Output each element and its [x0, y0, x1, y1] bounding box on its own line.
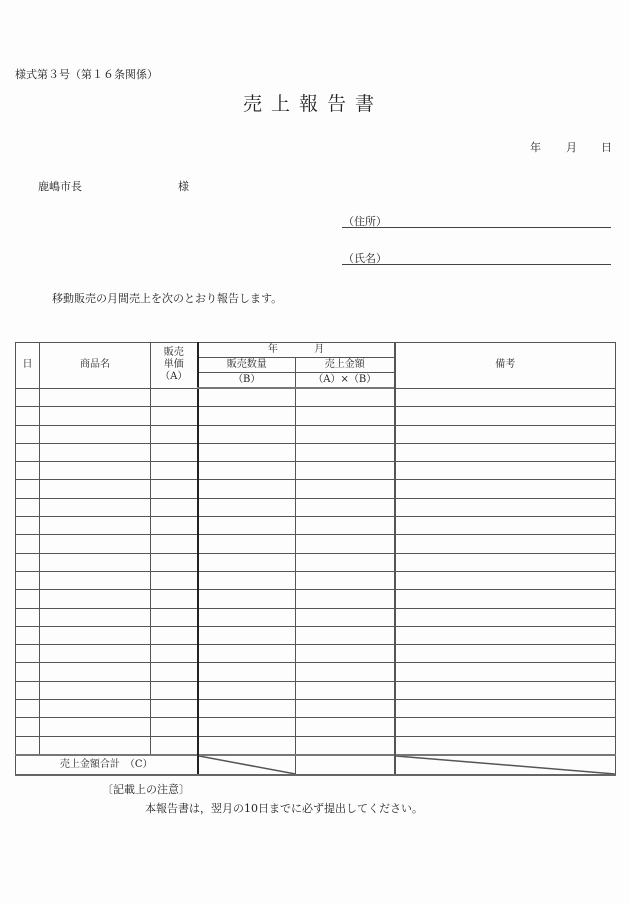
day-cell[interactable]: [16, 736, 40, 755]
table-row: [16, 517, 616, 535]
qty-cell[interactable]: [198, 663, 296, 681]
day-cell[interactable]: [16, 535, 40, 553]
amount-cell[interactable]: [296, 590, 395, 608]
unit-price-cell[interactable]: [151, 700, 198, 718]
qty-cell[interactable]: [198, 517, 296, 535]
item-cell[interactable]: [40, 681, 151, 699]
table-row: [16, 590, 616, 608]
item-cell[interactable]: [40, 590, 151, 608]
amount-cell[interactable]: [296, 407, 395, 425]
qty-cell[interactable]: [198, 681, 296, 699]
day-cell[interactable]: [16, 663, 40, 681]
unit-price-cell[interactable]: [151, 388, 198, 407]
price-line1: 販売: [163, 347, 184, 359]
table-row: [16, 718, 616, 736]
remarks-cell[interactable]: [395, 626, 616, 644]
amount-cell[interactable]: [296, 388, 395, 407]
qty-cell[interactable]: [198, 645, 296, 663]
item-cell[interactable]: [40, 443, 151, 461]
item-cell[interactable]: [40, 480, 151, 498]
unit-price-cell[interactable]: [151, 407, 198, 425]
unit-price-cell[interactable]: [151, 663, 198, 681]
amount-cell[interactable]: [296, 718, 395, 736]
amount-cell[interactable]: [296, 443, 395, 461]
table-row: [16, 663, 616, 681]
header-period: [198, 343, 395, 358]
total-row: [16, 755, 616, 775]
header-day: 日: [16, 343, 40, 389]
qty-cell[interactable]: [198, 480, 296, 498]
item-cell[interactable]: [40, 608, 151, 626]
unit-price-cell[interactable]: [151, 480, 198, 498]
remarks-cell[interactable]: [395, 517, 616, 535]
remarks-cell[interactable]: [395, 553, 616, 571]
day-cell[interactable]: [16, 425, 40, 443]
table-row: [16, 626, 616, 644]
date-year-label: 年: [530, 141, 541, 154]
table-row: [16, 443, 616, 461]
unit-price-cell[interactable]: [151, 608, 198, 626]
unit-price-cell[interactable]: [151, 535, 198, 553]
amount-cell[interactable]: [296, 480, 395, 498]
day-cell[interactable]: [16, 553, 40, 571]
total-label: 売上金額合計 （C）: [16, 755, 198, 775]
remarks-cell[interactable]: [395, 535, 616, 553]
unit-price-cell[interactable]: [151, 517, 198, 535]
day-cell[interactable]: [16, 700, 40, 718]
unit-price-cell[interactable]: [151, 553, 198, 571]
qty-cell[interactable]: [198, 718, 296, 736]
unit-price-cell[interactable]: [151, 590, 198, 608]
remarks-cell[interactable]: [395, 700, 616, 718]
addressee: 鹿嶋市長: [38, 180, 82, 193]
unit-price-cell[interactable]: [151, 736, 198, 755]
item-cell[interactable]: [40, 571, 151, 589]
unit-price-cell[interactable]: [151, 462, 198, 480]
day-cell[interactable]: [16, 480, 40, 498]
table-row: [16, 700, 616, 718]
remarks-cell[interactable]: [395, 663, 616, 681]
day-cell[interactable]: [16, 498, 40, 516]
qty-cell[interactable]: [198, 700, 296, 718]
remarks-cell[interactable]: [395, 681, 616, 699]
total-amount-cell[interactable]: [296, 755, 395, 775]
remarks-cell[interactable]: [395, 718, 616, 736]
unit-price-cell[interactable]: [151, 626, 198, 644]
remarks-cell[interactable]: [395, 645, 616, 663]
price-line2: 単価: [163, 359, 184, 371]
header-qty: 販売数量: [198, 358, 296, 373]
period-month: 月: [314, 344, 325, 355]
day-cell[interactable]: [16, 517, 40, 535]
item-cell[interactable]: [40, 462, 151, 480]
qty-cell[interactable]: [198, 443, 296, 461]
amount-cell[interactable]: [296, 517, 395, 535]
item-cell[interactable]: [40, 718, 151, 736]
qty-cell[interactable]: [198, 462, 296, 480]
total-qty-cell: [198, 755, 296, 775]
unit-price-cell[interactable]: [151, 718, 198, 736]
table-row: [16, 608, 616, 626]
qty-cell[interactable]: [198, 571, 296, 589]
header-qty-sub: （B）: [198, 373, 296, 389]
sales-table: [15, 342, 616, 776]
name-field[interactable]: [342, 264, 611, 265]
form-number: 様式第３号（第１６条関係）: [15, 68, 158, 81]
remarks-cell[interactable]: [395, 462, 616, 480]
header-unit-price: [151, 343, 198, 389]
table-row: [16, 645, 616, 663]
qty-cell[interactable]: [198, 608, 296, 626]
amount-cell[interactable]: [296, 700, 395, 718]
table-row: [16, 425, 616, 443]
table-row: [16, 553, 616, 571]
date-day-label: 日: [601, 141, 612, 154]
address-field[interactable]: [342, 227, 611, 228]
price-line3: （A）: [160, 371, 188, 383]
remarks-cell[interactable]: [395, 480, 616, 498]
qty-cell[interactable]: [198, 425, 296, 443]
remarks-cell[interactable]: [395, 425, 616, 443]
header-item: 商品名: [40, 343, 151, 389]
item-cell[interactable]: [40, 700, 151, 718]
item-cell[interactable]: [40, 517, 151, 535]
unit-price-cell[interactable]: [151, 571, 198, 589]
amount-cell[interactable]: [296, 553, 395, 571]
page-title: 売上報告書: [243, 93, 384, 115]
name-label: （氏名）: [343, 252, 387, 265]
amount-cell[interactable]: [296, 626, 395, 644]
header-remarks: 備考: [395, 343, 616, 389]
day-cell[interactable]: [16, 626, 40, 644]
qty-cell[interactable]: [198, 736, 296, 755]
date-month-label: 月: [566, 141, 577, 154]
amount-cell[interactable]: [296, 425, 395, 443]
day-cell[interactable]: [16, 388, 40, 407]
day-cell[interactable]: [16, 718, 40, 736]
day-cell[interactable]: [16, 571, 40, 589]
table-row: [16, 388, 616, 407]
day-cell[interactable]: [16, 681, 40, 699]
item-cell[interactable]: [40, 425, 151, 443]
table-row: [16, 407, 616, 425]
honorific: 様: [178, 180, 189, 193]
unit-price-cell[interactable]: [151, 645, 198, 663]
amount-cell[interactable]: [296, 736, 395, 755]
qty-cell[interactable]: [198, 590, 296, 608]
unit-price-cell[interactable]: [151, 498, 198, 516]
item-cell[interactable]: [40, 535, 151, 553]
address-label: （住所）: [343, 215, 387, 228]
table-row: [16, 571, 616, 589]
unit-price-cell[interactable]: [151, 681, 198, 699]
day-cell[interactable]: [16, 590, 40, 608]
remarks-cell[interactable]: [395, 498, 616, 516]
remarks-cell[interactable]: [395, 736, 616, 755]
amount-cell[interactable]: [296, 535, 395, 553]
qty-cell[interactable]: [198, 535, 296, 553]
table-row: [16, 480, 616, 498]
remarks-cell[interactable]: [395, 608, 616, 626]
item-cell[interactable]: [40, 736, 151, 755]
remarks-cell[interactable]: [395, 407, 616, 425]
item-cell[interactable]: [40, 388, 151, 407]
table-row: [16, 462, 616, 480]
table-body: [16, 388, 616, 755]
item-cell[interactable]: [40, 407, 151, 425]
amount-cell[interactable]: [296, 681, 395, 699]
amount-cell[interactable]: [296, 608, 395, 626]
header-amount-sub: （A）×（B）: [296, 373, 395, 389]
day-cell[interactable]: [16, 608, 40, 626]
amount-cell[interactable]: [296, 462, 395, 480]
day-cell[interactable]: [16, 462, 40, 480]
amount-cell[interactable]: [296, 498, 395, 516]
notes-heading: 〔記載上の注意〕: [102, 783, 190, 796]
table-row: [16, 535, 616, 553]
qty-cell[interactable]: [198, 498, 296, 516]
table-row: [16, 736, 616, 755]
qty-cell[interactable]: [198, 553, 296, 571]
remarks-cell[interactable]: [395, 590, 616, 608]
qty-cell[interactable]: [198, 407, 296, 425]
day-cell[interactable]: [16, 407, 40, 425]
item-cell[interactable]: [40, 626, 151, 644]
header-amount: 売上金額: [296, 358, 395, 373]
table-row: [16, 498, 616, 516]
unit-price-cell[interactable]: [151, 443, 198, 461]
notes-body: 本報告書は，翌月の10日までに必ず提出してください。: [145, 802, 423, 815]
item-cell[interactable]: [40, 663, 151, 681]
total-remarks-cell: [395, 755, 616, 775]
table-row: [16, 681, 616, 699]
day-cell[interactable]: [16, 443, 40, 461]
qty-cell[interactable]: [198, 388, 296, 407]
intro-text: 移動販売の月間売上を次のとおり報告します。: [52, 292, 283, 305]
amount-cell[interactable]: [296, 645, 395, 663]
period-year: 年: [267, 344, 278, 355]
item-cell[interactable]: [40, 553, 151, 571]
amount-cell[interactable]: [296, 571, 395, 589]
amount-cell[interactable]: [296, 663, 395, 681]
item-cell[interactable]: [40, 645, 151, 663]
qty-cell[interactable]: [198, 626, 296, 644]
remarks-cell[interactable]: [395, 443, 616, 461]
remarks-cell[interactable]: [395, 388, 616, 407]
unit-price-cell[interactable]: [151, 425, 198, 443]
remarks-cell[interactable]: [395, 571, 616, 589]
day-cell[interactable]: [16, 645, 40, 663]
item-cell[interactable]: [40, 498, 151, 516]
